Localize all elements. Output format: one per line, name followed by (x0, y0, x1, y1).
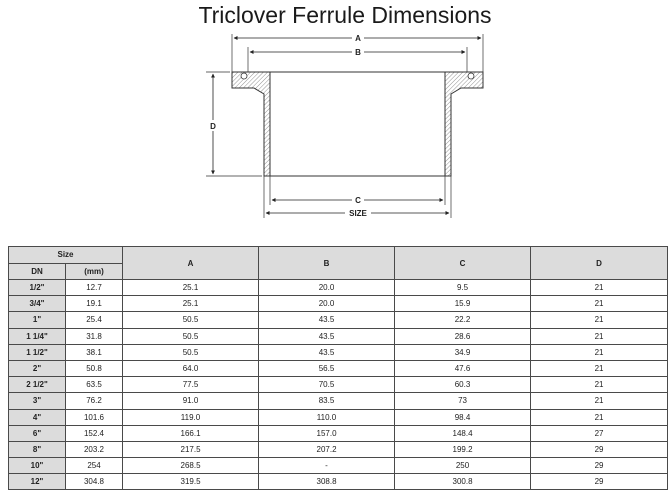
cell-dn: 6" (9, 425, 66, 441)
cell-a: 166.1 (123, 425, 259, 441)
table-row (9, 296, 668, 312)
cell-a: 50.5 (123, 312, 259, 328)
table-row (9, 328, 668, 344)
cell-mm: 203.2 (66, 441, 123, 457)
cell-d: 21 (531, 360, 668, 376)
column-header-c: C (395, 247, 531, 280)
dimension-b-label: B (355, 48, 361, 57)
cell-d: 27 (531, 425, 668, 441)
cell-a: 91.0 (123, 393, 259, 409)
cell-b: 56.5 (259, 360, 395, 376)
cell-c: 98.4 (395, 409, 531, 425)
cell-mm: 254 (66, 458, 123, 474)
column-header-dn: DN (9, 263, 66, 280)
size-header: Size (9, 247, 123, 264)
cell-dn: 2 1/2" (9, 377, 66, 393)
dimension-size-label: SIZE (349, 209, 367, 218)
cell-d: 21 (531, 393, 668, 409)
cell-mm: 152.4 (66, 425, 123, 441)
cell-b: 157.0 (259, 425, 395, 441)
cell-b: 308.8 (259, 474, 395, 490)
dimensions-table (8, 246, 668, 490)
right-wall-section (445, 72, 483, 176)
cell-c: 73 (395, 393, 531, 409)
left-groove (241, 73, 247, 79)
cell-mm: 12.7 (66, 280, 123, 296)
table-row (9, 312, 668, 328)
left-wall-section (232, 72, 270, 176)
table-row (9, 409, 668, 425)
cell-c: 47.6 (395, 360, 531, 376)
cell-mm: 25.4 (66, 312, 123, 328)
cell-mm: 101.6 (66, 409, 123, 425)
cell-dn: 2" (9, 360, 66, 376)
table-row (9, 360, 668, 376)
cell-mm: 304.8 (66, 474, 123, 490)
page-title: Triclover Ferrule Dimensions (198, 2, 492, 28)
dimension-a-label: A (355, 34, 361, 43)
cell-a: 25.1 (123, 296, 259, 312)
cell-dn: 4" (9, 409, 66, 425)
ferrule-cross-section-diagram (0, 0, 670, 246)
cell-mm: 76.2 (66, 393, 123, 409)
cell-dn: 1" (9, 312, 66, 328)
column-header-d: D (531, 247, 668, 280)
cell-dn: 12" (9, 474, 66, 490)
cell-a: 268.5 (123, 458, 259, 474)
cell-b: 43.5 (259, 312, 395, 328)
cell-a: 319.5 (123, 474, 259, 490)
table-row (9, 425, 668, 441)
cell-b: 110.0 (259, 409, 395, 425)
cell-c: 9.5 (395, 280, 531, 296)
cell-b: 43.5 (259, 344, 395, 360)
cell-c: 28.6 (395, 328, 531, 344)
column-header-b: B (259, 247, 395, 280)
cell-d: 29 (531, 441, 668, 457)
cell-a: 119.0 (123, 409, 259, 425)
cell-dn: 3/4" (9, 296, 66, 312)
cell-dn: 3" (9, 393, 66, 409)
cell-b: - (259, 458, 395, 474)
cell-d: 29 (531, 474, 668, 490)
table-row (9, 458, 668, 474)
cell-d: 21 (531, 280, 668, 296)
cell-c: 199.2 (395, 441, 531, 457)
cell-c: 300.8 (395, 474, 531, 490)
cell-c: 148.4 (395, 425, 531, 441)
cell-mm: 63.5 (66, 377, 123, 393)
cell-b: 207.2 (259, 441, 395, 457)
table-row (9, 474, 668, 490)
cell-a: 50.5 (123, 344, 259, 360)
table-row (9, 280, 668, 296)
cell-mm: 38.1 (66, 344, 123, 360)
cell-mm: 50.8 (66, 360, 123, 376)
table-row (9, 393, 668, 409)
cell-mm: 19.1 (66, 296, 123, 312)
cell-a: 64.0 (123, 360, 259, 376)
cell-d: 21 (531, 377, 668, 393)
cell-dn: 1 1/4" (9, 328, 66, 344)
cell-b: 43.5 (259, 328, 395, 344)
column-header-a: A (123, 247, 259, 280)
cell-a: 217.5 (123, 441, 259, 457)
cell-c: 15.9 (395, 296, 531, 312)
cell-d: 21 (531, 409, 668, 425)
cell-a: 25.1 (123, 280, 259, 296)
cell-dn: 10" (9, 458, 66, 474)
cell-d: 21 (531, 312, 668, 328)
dimension-d-label: D (210, 122, 216, 131)
dimension-c-label: C (355, 196, 361, 205)
cell-c: 60.3 (395, 377, 531, 393)
cell-dn: 1/2" (9, 280, 66, 296)
cell-dn: 1 1/2" (9, 344, 66, 360)
cell-c: 22.2 (395, 312, 531, 328)
column-header-mm: (mm) (66, 263, 123, 280)
table-row (9, 441, 668, 457)
cell-b: 20.0 (259, 280, 395, 296)
cell-mm: 31.8 (66, 328, 123, 344)
cell-b: 70.5 (259, 377, 395, 393)
cell-a: 77.5 (123, 377, 259, 393)
cell-b: 83.5 (259, 393, 395, 409)
cell-d: 21 (531, 344, 668, 360)
cell-c: 34.9 (395, 344, 531, 360)
cell-d: 21 (531, 328, 668, 344)
cell-dn: 8" (9, 441, 66, 457)
cell-a: 50.5 (123, 328, 259, 344)
cell-d: 21 (531, 296, 668, 312)
right-groove (468, 73, 474, 79)
cell-b: 20.0 (259, 296, 395, 312)
table-row (9, 377, 668, 393)
cell-d: 29 (531, 458, 668, 474)
table-row (9, 344, 668, 360)
cell-c: 250 (395, 458, 531, 474)
